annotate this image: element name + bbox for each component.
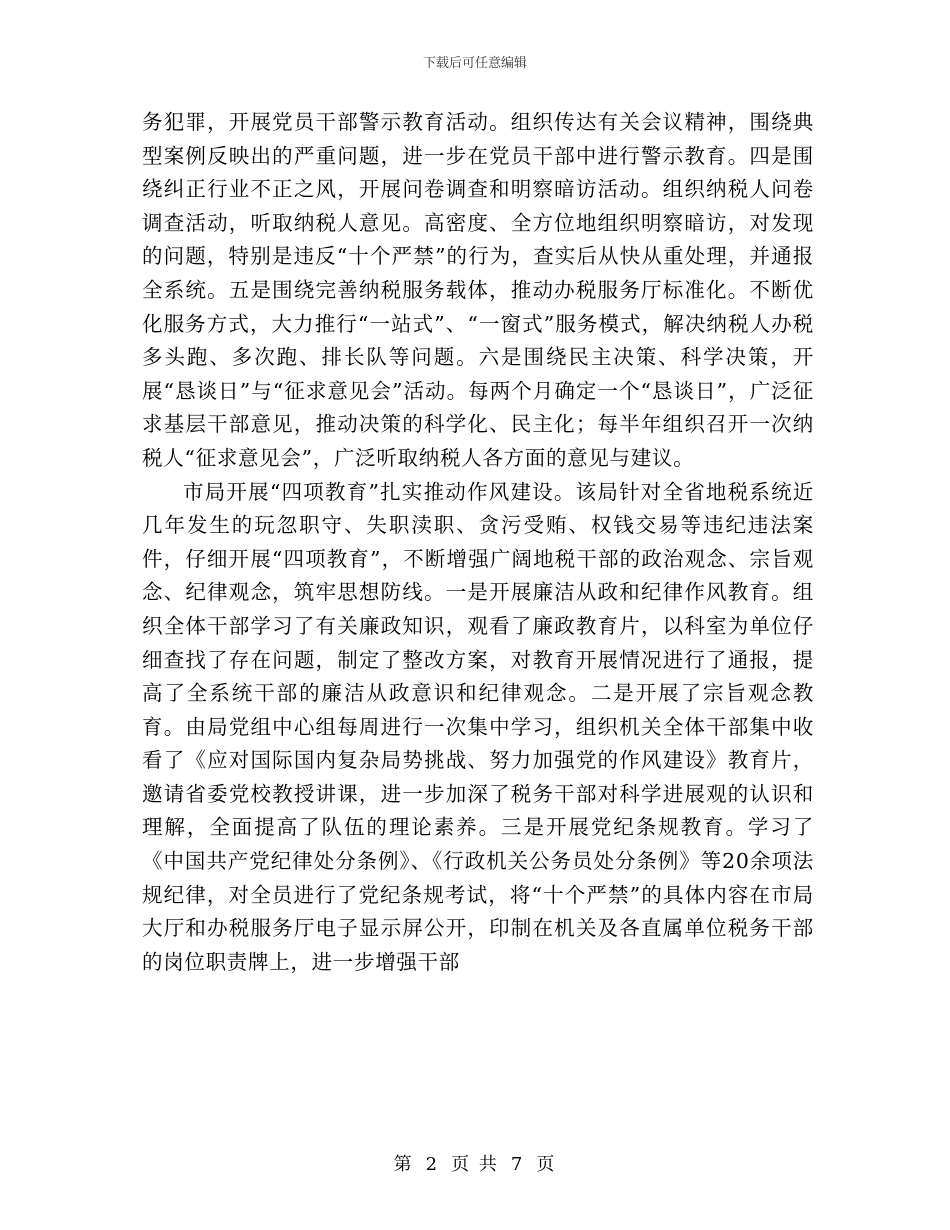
paragraph-four-educations: 市局开展“四项教育”扎实推动作风建设。该局针对全省地税系统近几年发生的玩忽职守、失职渎职、贪污受贿、权钱交易等违纪违法案件，仔细开展“四项教育”，不断增强广阔地税干部的政治观念、宗旨观念、纪律观念，筑牢思想防线。一是开展廉洁从政和纪律作风教育。组织全体干部学习了有关廉政知识，观看了廉政教育片，以科室为单位仔细查找了存在问题，制定了整改方案，对教育开展情况进行了通报，提高了全系统干部的廉洁从政意识和纪律观念。二是开展了宗旨观念教育。由局党组中心组每周进行一次集中学习，组织机关全体干部集中收看了《应对国际国内复杂局势挑战、努力加强党的作风建设》教育片，邀请省委党校教授讲课，进一步加深了税务干部对科学进展观的认识和理解，全面提高了队伍的理论素养。三是开展党纪条规教育。学习了《中国共产党纪律处分条例》、《行政机关公务员处分条例》等20余项法规纪律，对全员进行了党纪条规考试，将“十个严禁”的具体内容在市局大厅和办税服务厅电子显示屏公开，印制在机关及各直属单位税务干部的岗位职责牌上，进一步增强干部 [142,479,814,974]
page-header-note: 下载后可任意编辑 [422,56,527,71]
page-label-mid: 页 共 [451,1154,499,1175]
document-body [142,106,814,979]
page-number [0,1150,950,1176]
paragraph-continuation: 务犯罪，开展党员干部警示教育活动。组织传达有关会议精神，围绕典型案例反映出的严重问题，进一步在党员干部中进行警示教育。四是围绕纠正行业不正之风，开展问卷调查和明察暗访活动。组织纳税人问卷调查活动，听取纳税人意见。高密度、全方位地组织明察暗访，对发现的问题，特别是违反“十个严禁”的行为，查实后从快从重处理，并通报全系统。五是围绕完善纳税服务载体，推动办税服务厅标准化。不断优化服务方式，大力推行“一站式”、“一窗式”服务模式，解决纳税人办税多头跑、多次跑、排长队等问题。六是围绕民主决策、科学决策，开展“恳谈日”与“征求意见会”活动。每两个月确定一个“恳谈日”，广泛征求基层干部意见，推动决策的科学化、民主化；每半年组织召开一次纳税人“征求意见会”，广泛听取纳税人各方面的意见与建议。 [142,110,814,470]
page-label-prefix: 第 [393,1154,414,1175]
page-current: 2 [425,1154,440,1175]
page-label-suffix: 页 [536,1154,557,1175]
page-total: 7 [510,1154,525,1175]
